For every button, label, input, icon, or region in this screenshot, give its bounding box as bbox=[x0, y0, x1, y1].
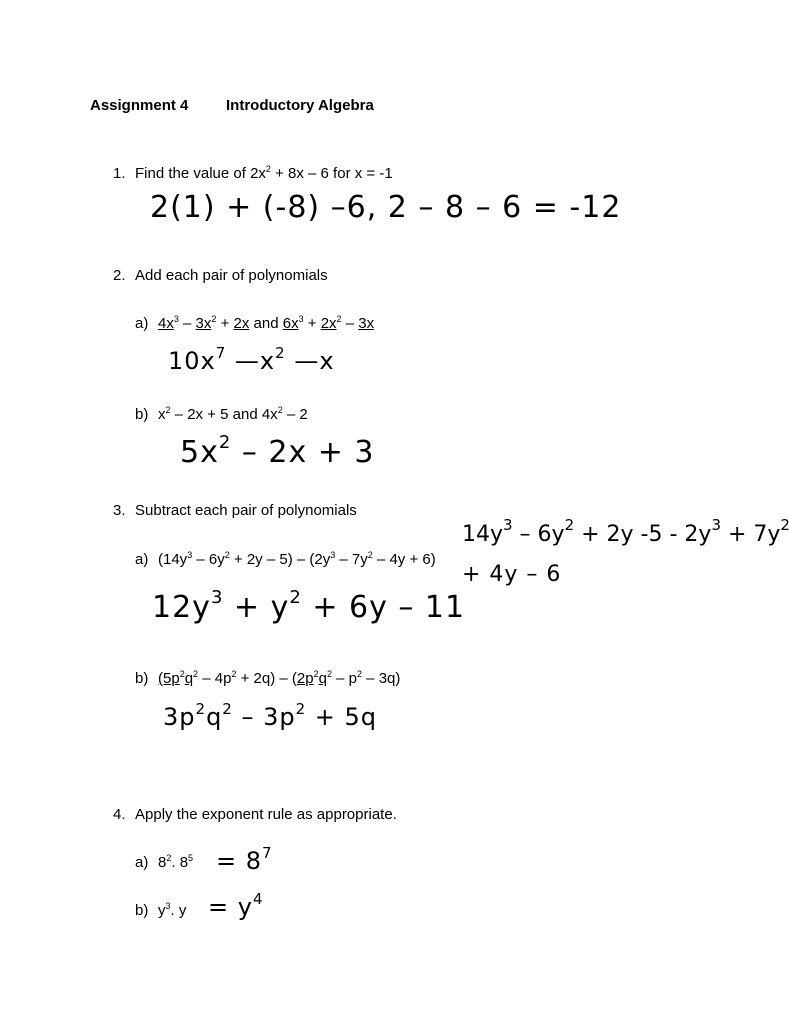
assignment-title: Assignment 4 bbox=[90, 97, 189, 114]
question-3b-handwritten-answer: $3p^2q^2 - 3p^2 + 5q$ bbox=[163, 700, 378, 731]
question-3a-handwritten-work-line-1: $14y^3 - 6y^2 + 2y$ $-5 - 2y^3 + 7y^2$ bbox=[462, 516, 790, 547]
question-4a-expression: $8^2$. $8^5$ bbox=[158, 853, 194, 871]
question-3-prompt: Subtract each pair of polynomials bbox=[135, 502, 357, 519]
question-4-number: 4. bbox=[113, 806, 126, 823]
question-4b-expression: $y^3$. y bbox=[158, 901, 187, 919]
question-2-number: 2. bbox=[113, 267, 126, 284]
question-4a-handwritten-answer: = $8^7$ bbox=[216, 844, 273, 875]
question-3a-expression: $(14y^3 - 6y^2 + 2y - 5) - (2y^3 - 7y^2 - 4y + 6)$ bbox=[158, 550, 436, 568]
question-4b-handwritten-answer: = $y^4$ bbox=[208, 890, 264, 921]
question-3-number: 3. bbox=[113, 502, 126, 519]
question-4b-label: b) bbox=[135, 902, 149, 919]
question-2a-handwritten-answer: $10x^7$ $—x^2$ —x bbox=[168, 344, 335, 375]
question-2a-expression: $4x^3 - 3x^2 + 2x$ and $6x^3 + 2x^2 - 3x$ bbox=[158, 314, 375, 332]
question-1-number: 1. bbox=[113, 165, 126, 182]
question-2b-label: b) bbox=[135, 406, 149, 423]
question-2b-expression: $x^2 - 2x + 5$ and $4x^2 - 2$ bbox=[158, 405, 308, 423]
question-3b-expression: $(5p^2q^2 - 4p^2 + 2q) - (2p^2q^2 - p^2 - 3q)$ bbox=[158, 669, 401, 687]
question-1-prompt: Find the value of $2x^2 + 8x - 6$ for x = -1 bbox=[135, 164, 393, 182]
course-title: Introductory Algebra bbox=[226, 97, 374, 114]
question-3a-label: a) bbox=[135, 551, 149, 568]
question-2-prompt: Add each pair of polynomials bbox=[135, 267, 328, 284]
question-2b-handwritten-answer: $5x^2 - 2x + 3$ bbox=[180, 432, 375, 470]
question-4-prompt: Apply the exponent rule as appropriate. bbox=[135, 806, 397, 823]
question-3b-label: b) bbox=[135, 670, 149, 687]
question-4a-label: a) bbox=[135, 854, 149, 871]
question-1-handwritten-answer: 2(1) + (-8) –6, 2 – 8 – 6 = -12 bbox=[150, 190, 622, 225]
question-3a-handwritten-work-line-2: + 4y – 6 bbox=[462, 562, 562, 587]
question-2a-label: a) bbox=[135, 315, 149, 332]
question-3a-handwritten-answer: $12y^3 + y^2 + 6y - 11$ bbox=[152, 587, 466, 625]
